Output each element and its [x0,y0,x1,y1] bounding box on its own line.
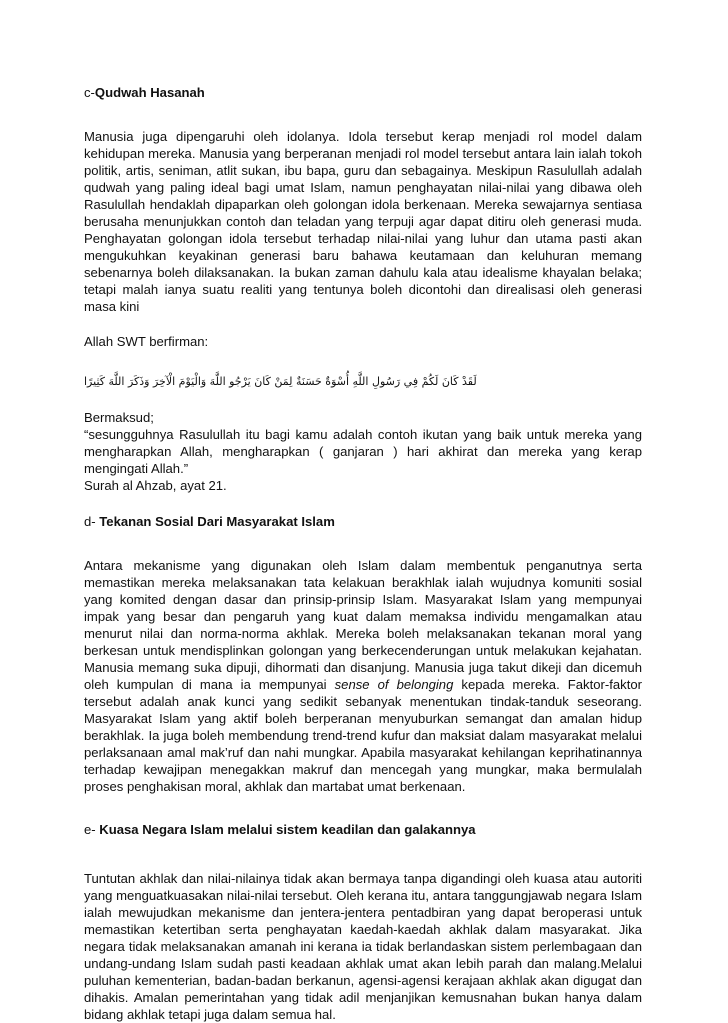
section-d-italic-phrase: sense of belonging [334,677,454,692]
section-c-heading [84,84,642,101]
section-c-title: Qudwah Hasanah [94,85,205,100]
section-e-prefix: e- [84,822,100,837]
section-d-text-before: Antara mekanisme yang digunakan oleh Islam dalam membentuk penganutnya serta memastikan mereka melaksanakan tata kelakuan berakhlak ialah wujudnya komuniti sosial yang komited dengan dasar dan prinsip-prinsip Islam. Masyarakat Islam yang mempunyai impak yang besar dan pengaruh yang kuat dalam memaksa individu mengamalkan atau menurut nilai dan norma-norma akhlak. Mereka boleh melaksanakan tekanan moral yang berkesan untuk mendisplinkan golongan yang berkecenderungan untuk melakukan kejahatan. Manusia memang suka dipuji, dihormati dan disanjung. Manusia juga takut dikeji dan dicemuh oleh kumpulan di mana ia mempunyai [84,558,642,692]
section-c-paragraph: Manusia juga dipengaruhi oleh idolanya. Idola tersebut kerap menjadi rol model dalam kehidupan mereka. Manusia yang berperanan menjadi rol model tersebut antara lain ialah tokoh politik, artis, seniman, atlit sukan, ibu bapa, guru dan sebagainya. Meskipun Rasulullah adalah qudwah yang paling ideal bagi umat Islam, namun penghayatan nilai-nilai yang dibawa oleh Rasulullah hendaklah dipaparkan oleh golongan idola berkenaan. Mereka sewajarnya sentiasa berusaha menunjukkan contoh dan teladan yang terpuji agar dapat ditiru oleh generasi muda. Penghayatan golongan idola tersebut terhadap nilai-nilai yang luhur dan utama pasti akan mengukuhkan keyakinan generasi baru bahawa keutamaan dan keluhuran memang sebenarnya boleh dilaksanakan. Ia bukan zaman dahulu kala atau idealisme khayalan belaka; tetapi malah ianya suatu realiti yang tentunya boleh dicontohi dan direalisasi oleh generasi masa kini [84,129,642,314]
verse-citation: Surah al Ahzab, ayat 21. [84,478,227,493]
section-d-text-after: kepada mereka. Faktor-faktor tersebut adalah anak kunci yang sedikit sebanyak menentukan tindak-tanduk seseorang. Masyarakat Islam yang aktif boleh berperanan menyuburkan semangat dan amalan hidup berakhlak. Ia juga boleh membendung trend-trend kufur dan maksiat dalam masyarakat melalui perlaksanaan amal mak’ruf dan nahi mungkar. Apabila masyarakat kehilangan keprihatinannya terhadap kewajipan menegakkan makruf dan mencegah yang mungkar, maka bermulalah proses penghakisan moral, akhlak dan martabat umat berkenaan. [84,677,642,794]
section-d-paragraph [84,557,642,795]
section-d-prefix: d- [84,514,100,529]
section-d-heading [84,513,642,530]
section-c-prefix: c- [84,85,95,100]
allah-says-line: Allah SWT berfirman: [84,334,209,349]
meaning-block [84,409,642,494]
meaning-label: Bermaksud; [84,410,154,425]
section-e-title: Kuasa Negara Islam melalui sistem keadilan dan galakannya [99,822,476,837]
meaning-text: “sesungguhnya Rasulullah itu bagi kamu adalah contoh ikutan yang baik untuk mereka yang mengharapkan Allah, mengharapkan ( ganjaran ) hari akhirat dan mereka yang kerap mengingati Allah.” [84,427,642,476]
section-e-heading [84,821,642,838]
section-e-paragraph: Tuntutan akhlak dan nilai-nilainya tidak akan bermaya tanpa digandingi oleh kuasa atau autoriti yang menguatkuasakan nilai-nilai tersebut. Oleh kerana itu, antara tanggungjawab negara Islam ialah mewujudkan mekanisme dan jentera-jentera pentadbiran yang dapat beroperasi untuk memastikan ketertiban serta penghayatan kaedah-kaedah akhlak dalam masyarakat. Jika negara tidak melaksanakan amanah ini kerana ia tidak berlandaskan sistem perlembagaan dan undang-undang Islam sudah pasti keadaan akhlak umat akan lebih parah dan malang.Melalui puluhan kementerian, badan-badan berkanun, agensi-agensi kerajaan akhlak akan digugat dan dihakis. Amalan pemerintahan yang tidak adil menjanjikan kemusnahan bukan hanya dalam bidang akhlak tetapi juga dalam semua hal. [84,871,642,1022]
section-d-title: Tekanan Sosial Dari Masyarakat Islam [99,514,335,529]
arabic-verse: لَقَدْ كَانَ لَكُمْ فِي رَسُولِ اللَّهِ أُسْوَةٌ حَسَنَةٌ لِمَنْ كَانَ يَرْجُو اللَّهَ وَالْيَوْمَ الْآخِرَ وَذَكَرَ اللَّهَ كَثِيرًا [84,375,477,388]
